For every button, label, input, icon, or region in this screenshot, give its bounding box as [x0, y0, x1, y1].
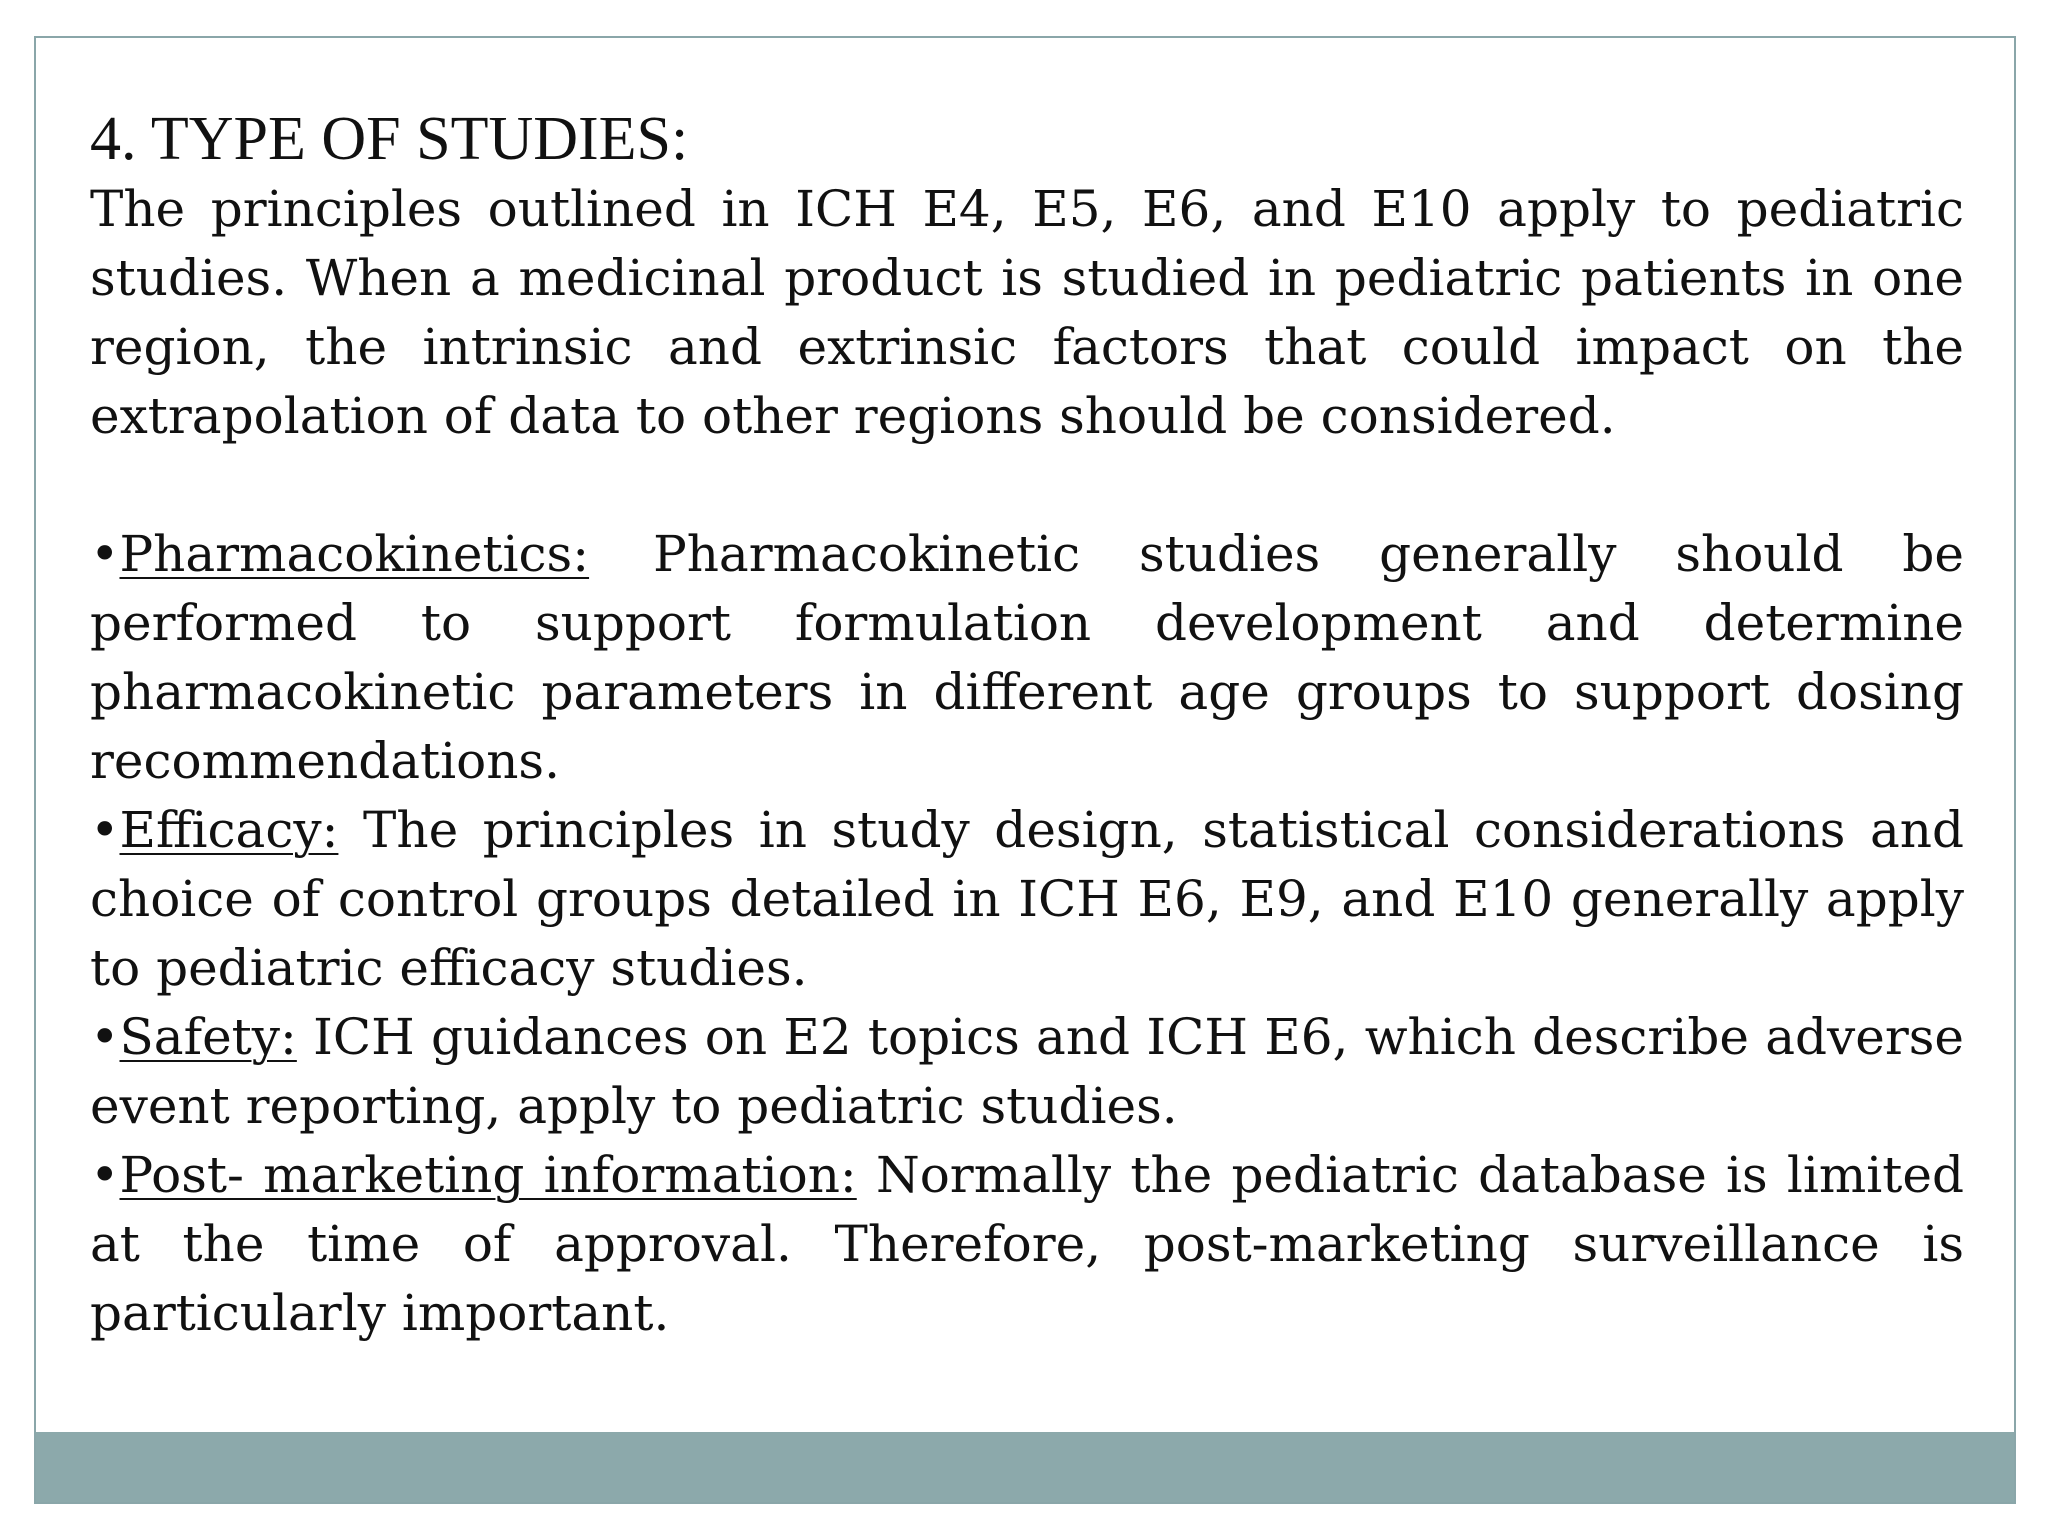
bullet-text-efficacy: The principles in study design, statistical considerations and choice of control groups detailed in ICH E6, E9, and E10 generally apply to pediatric efficacy studies. [90, 801, 1964, 997]
bullet-post-marketing [90, 1141, 1964, 1348]
bullet-label-pharmacokinetics: Pharmacokinetics: [119, 525, 590, 583]
bullet-marker: • [90, 1008, 120, 1066]
bullet-label-safety: Safety: [119, 1008, 297, 1066]
bullet-label-efficacy: Efficacy: [119, 801, 339, 859]
footer-band [36, 1432, 2014, 1502]
bullet-text-pharmacokinetics: Pharmacokinetic studies generally should be performed to support formulation development and determine pharmacokinetic parameters in different age groups to support dosing recommendations. [90, 525, 1964, 790]
bullet-marker: • [90, 525, 120, 583]
bullet-safety [90, 1003, 1964, 1141]
bullet-marker: • [90, 1146, 120, 1204]
bullet-efficacy [90, 796, 1964, 1003]
slide-title: 4. TYPE OF STUDIES: [90, 105, 689, 173]
slide-frame [34, 36, 2016, 1504]
bullet-text-safety: ICH guidances on E2 topics and ICH E6, which describe adverse event reporting, apply to pediatric studies. [90, 1008, 1964, 1135]
bullet-label-post-marketing: Post- marketing information: [119, 1146, 857, 1204]
bullet-text-post-marketing: Normally the pediatric database is limited at the time of approval. Therefore, post-marketing surveillance is particularly important. [90, 1146, 1964, 1342]
bullet-pharmacokinetics [90, 520, 1964, 796]
paragraph-spacer [90, 451, 1964, 520]
bullet-marker: • [90, 801, 120, 859]
intro-paragraph: The principles outlined in ICH E4, E5, E6, and E10 apply to pediatric studies. When a medicinal product is studied in pediatric patients in one region, the intrinsic and extrinsic factors that could impact on the extrapolation of data to other regions should be considered. [90, 180, 1964, 445]
slide-content [90, 103, 1964, 1348]
